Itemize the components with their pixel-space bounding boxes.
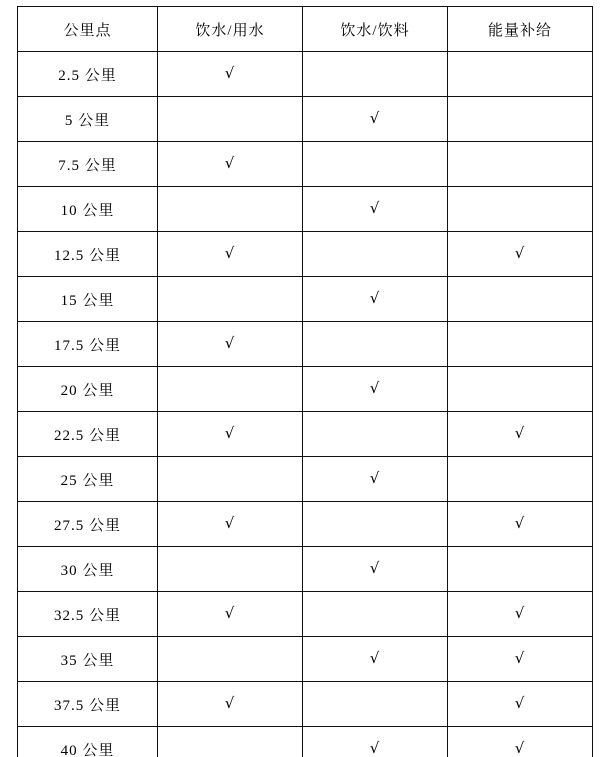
cell-energy — [448, 637, 593, 682]
cell-distance: 25 公里 — [18, 457, 158, 502]
column-header-drink: 饮水/饮料 — [303, 7, 448, 52]
cell-energy — [448, 367, 593, 412]
cell-distance: 10 公里 — [18, 187, 158, 232]
table-row — [18, 142, 593, 187]
table-row — [18, 52, 593, 97]
cell-drink — [303, 592, 448, 637]
table-row — [18, 682, 593, 727]
check-mark-icon: √ — [369, 558, 381, 577]
check-mark-icon: √ — [224, 153, 236, 172]
cell-drink — [303, 277, 448, 322]
cell-drink — [303, 232, 448, 277]
table-row — [18, 187, 593, 232]
check-mark-icon: √ — [224, 603, 236, 622]
cell-water — [158, 367, 303, 412]
cell-distance: 40 公里 — [18, 727, 158, 757]
cell-drink — [303, 322, 448, 367]
cell-energy — [448, 592, 593, 637]
check-mark-icon: √ — [514, 648, 526, 667]
check-mark-icon: √ — [369, 198, 381, 217]
table-row — [18, 322, 593, 367]
cell-energy — [448, 142, 593, 187]
cell-energy — [448, 232, 593, 277]
check-mark-icon: √ — [224, 63, 236, 82]
table-row — [18, 547, 593, 592]
cell-energy — [448, 412, 593, 457]
check-mark-icon: √ — [514, 738, 526, 757]
cell-drink — [303, 367, 448, 412]
cell-water — [158, 457, 303, 502]
column-header-water: 饮水/用水 — [158, 7, 303, 52]
check-mark-icon: √ — [369, 288, 381, 307]
column-header-energy: 能量补给 — [448, 7, 593, 52]
cell-water — [158, 52, 303, 97]
table-header — [18, 7, 593, 52]
table-row — [18, 457, 593, 502]
cell-drink — [303, 97, 448, 142]
table-row — [18, 412, 593, 457]
cell-drink — [303, 412, 448, 457]
check-mark-icon: √ — [514, 423, 526, 442]
cell-drink — [303, 682, 448, 727]
cell-water — [158, 277, 303, 322]
check-mark-icon: √ — [224, 333, 236, 352]
cell-energy — [448, 277, 593, 322]
cell-energy — [448, 547, 593, 592]
cell-energy — [448, 187, 593, 232]
table-row — [18, 727, 593, 757]
cell-energy — [448, 97, 593, 142]
cell-distance: 35 公里 — [18, 637, 158, 682]
cell-distance: 30 公里 — [18, 547, 158, 592]
check-mark-icon: √ — [369, 108, 381, 127]
check-mark-icon: √ — [369, 738, 381, 757]
cell-water — [158, 142, 303, 187]
cell-water — [158, 97, 303, 142]
check-mark-icon: √ — [514, 243, 526, 262]
cell-distance: 22.5 公里 — [18, 412, 158, 457]
cell-drink — [303, 187, 448, 232]
cell-water — [158, 322, 303, 367]
check-mark-icon: √ — [369, 468, 381, 487]
check-mark-icon: √ — [224, 693, 236, 712]
aid-station-table — [17, 6, 593, 757]
cell-drink — [303, 547, 448, 592]
table-body — [18, 52, 593, 757]
table-row — [18, 592, 593, 637]
check-mark-icon: √ — [224, 243, 236, 262]
cell-water — [158, 637, 303, 682]
cell-drink — [303, 52, 448, 97]
cell-water — [158, 232, 303, 277]
cell-distance: 5 公里 — [18, 97, 158, 142]
check-mark-icon: √ — [224, 513, 236, 532]
table-row — [18, 232, 593, 277]
check-mark-icon: √ — [514, 693, 526, 712]
cell-drink — [303, 727, 448, 757]
check-mark-icon: √ — [369, 378, 381, 397]
cell-drink — [303, 457, 448, 502]
check-mark-icon: √ — [514, 513, 526, 532]
table-row — [18, 637, 593, 682]
table-row — [18, 97, 593, 142]
cell-water — [158, 682, 303, 727]
check-mark-icon: √ — [369, 648, 381, 667]
cell-distance: 7.5 公里 — [18, 142, 158, 187]
cell-water — [158, 187, 303, 232]
check-mark-icon: √ — [514, 603, 526, 622]
cell-distance: 17.5 公里 — [18, 322, 158, 367]
table-row — [18, 502, 593, 547]
cell-distance: 2.5 公里 — [18, 52, 158, 97]
table-row — [18, 277, 593, 322]
cell-energy — [448, 502, 593, 547]
cell-energy — [448, 682, 593, 727]
cell-drink — [303, 637, 448, 682]
cell-distance: 37.5 公里 — [18, 682, 158, 727]
cell-water — [158, 592, 303, 637]
cell-water — [158, 412, 303, 457]
cell-distance: 15 公里 — [18, 277, 158, 322]
cell-drink — [303, 502, 448, 547]
table-row — [18, 367, 593, 412]
cell-water — [158, 727, 303, 757]
column-header-distance: 公里点 — [18, 7, 158, 52]
cell-energy — [448, 52, 593, 97]
cell-distance: 12.5 公里 — [18, 232, 158, 277]
table-header-row — [18, 7, 593, 52]
cell-distance: 27.5 公里 — [18, 502, 158, 547]
cell-water — [158, 547, 303, 592]
cell-distance: 20 公里 — [18, 367, 158, 412]
cell-drink — [303, 142, 448, 187]
cell-energy — [448, 727, 593, 757]
cell-energy — [448, 457, 593, 502]
check-mark-icon: √ — [224, 423, 236, 442]
cell-energy — [448, 322, 593, 367]
cell-distance: 32.5 公里 — [18, 592, 158, 637]
cell-water — [158, 502, 303, 547]
